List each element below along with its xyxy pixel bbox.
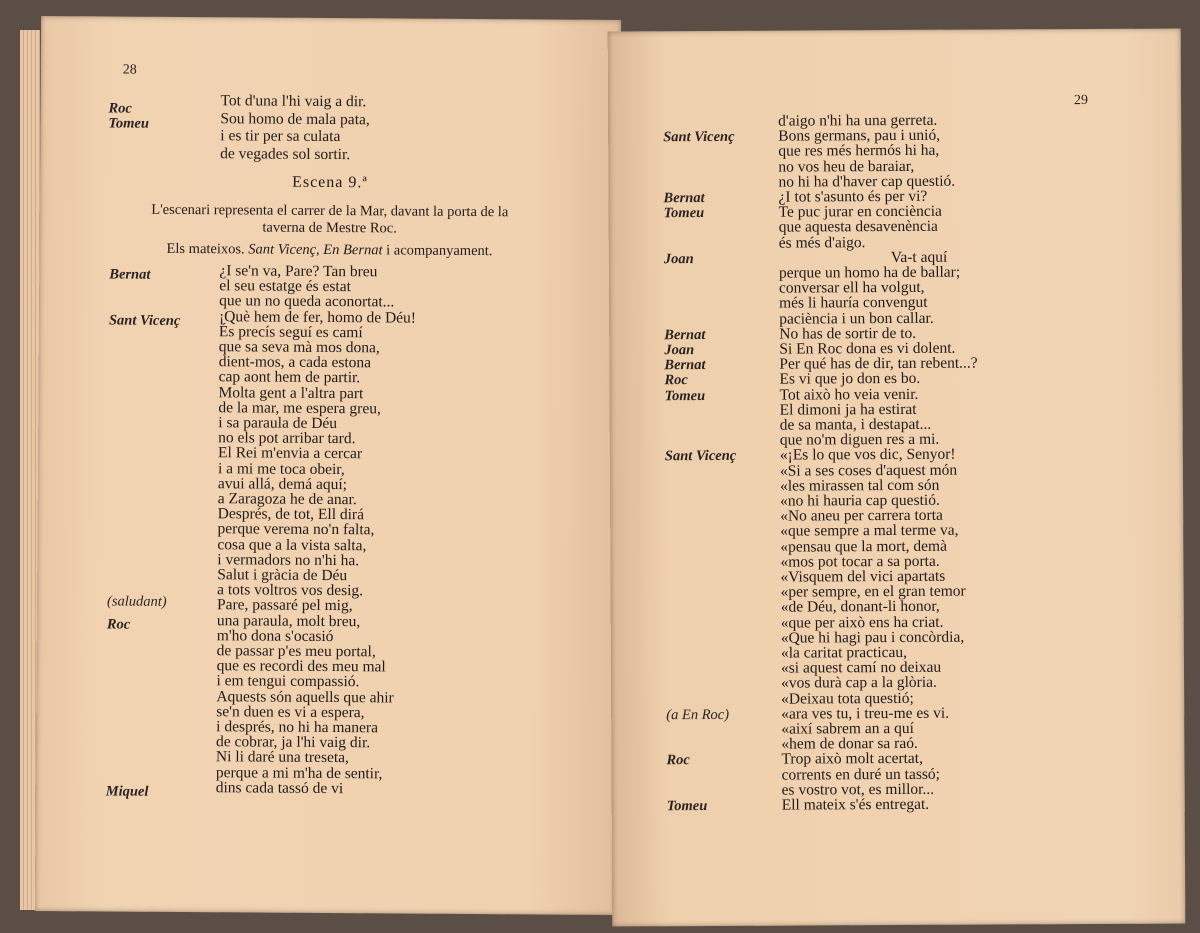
verse-line: cap aont hem de partir. <box>218 368 361 387</box>
verse-line: Tot això ho veia venir. <box>779 385 919 404</box>
verse-line: de vegades sol sortir. <box>220 144 351 163</box>
verse-line: Bons germans, pau i unió, <box>778 126 941 145</box>
verse-line: «Deixau tota questió; <box>781 689 914 708</box>
verse-line: «no hi hauria cap questió. <box>780 491 940 510</box>
verse-line: «si aquest camí no deixau <box>780 658 942 677</box>
verse-line: Ni li daré una treseta, <box>215 748 350 767</box>
verse-line: Tot d'una l'hi vaig a dir. <box>220 92 367 111</box>
speaker-name: Sant Vicenç <box>664 448 737 465</box>
verse-line: i després, no hi ha manera <box>216 718 379 737</box>
speaker-name: Roc <box>108 100 132 117</box>
verse-line: Salut i gràcia de Déu <box>217 566 348 585</box>
verse-line: i a mi me toca obeir, <box>217 459 345 478</box>
stage-direction-line-2: taverna de Mestre Roc. <box>262 219 397 237</box>
speaker-name: Tomeu <box>663 205 705 222</box>
stage-direction-line-1: L'escenari representa el carrer de la Mar, davant la porta de la <box>151 201 509 221</box>
verse-line: de cobrar, ja l'hi vaig dir. <box>216 733 371 752</box>
page-number-right: 29 <box>1073 92 1089 109</box>
verse-line: conversar ell ha volgut, <box>778 279 925 297</box>
cast-prefix: Els mateixos. <box>166 240 245 258</box>
verse-line: Ell mateix s'és entregat. <box>781 795 930 814</box>
page-number-left: 28 <box>122 62 137 78</box>
verse-line: «Que hi hagi pau i concòrdia, <box>780 628 965 647</box>
verse-line: perque verema no'n falta, <box>217 520 375 539</box>
verse-line: «les mirassen tal com són <box>779 476 940 495</box>
speaker-name: Bernat <box>663 190 705 207</box>
verse-line: Trop això molt acertat, <box>781 750 924 768</box>
cast-italic: Sant Vicenç, En Bernat <box>248 241 383 259</box>
verse-line: «Si a ses coses d'aquest món <box>779 461 958 480</box>
verse-line: Després, de tot, Ell dirá <box>217 505 365 524</box>
verse-line: «mos pot tocar a sa porta. <box>780 552 940 571</box>
verse-line: «pensau que la mort, demà <box>780 537 947 556</box>
verse-line: «per sempre, en el gran temor <box>780 582 966 601</box>
verse-line: «que sempre a mal terme va, <box>780 522 959 540</box>
verse-line: i em tengui compassió. <box>216 672 360 691</box>
verse-line: més li hauría convengut <box>779 294 928 313</box>
verse-line: Va-t aquí <box>890 248 948 266</box>
verse-line: dins cada tassó de vi <box>215 779 344 797</box>
verse-line: Pare, passaré pel mig, <box>216 596 353 615</box>
verse-line: «Visquem del vici apartats <box>780 567 946 586</box>
verse-line: avui allá, demá aquí; <box>217 475 348 493</box>
speaker-name: Roc <box>106 616 131 633</box>
verse-line: Per qué has de dir, tan rebent...? <box>779 354 978 373</box>
verse-line: es vostro vot, es millor... <box>781 780 935 799</box>
speaker-name: Sant Vicenç <box>663 129 735 146</box>
verse-line: corrents en duré un tassó; <box>781 765 941 784</box>
verse-line: que res més hermós hi ha, <box>778 142 940 161</box>
verse-line: «de Déu, donant-li honor, <box>780 598 940 616</box>
verse-line: ¿I tot s'asunto és per vi? <box>778 187 928 206</box>
verse-line: no vos heu de baraiar, <box>778 157 915 176</box>
verse-line: Si En Roc dona es vi dolent. <box>779 339 956 358</box>
verse-line: d'aigo n'hi ha una gerreta. <box>778 111 938 130</box>
verse-line: i es tir per sa culata <box>220 127 341 146</box>
verse-line: dient-mos, a cada estona <box>218 353 372 372</box>
verse-line: «No aneu per carrera torta <box>780 506 943 525</box>
left-page <box>35 16 621 915</box>
verse-line: «¡Es lo que vos dic, Senyor! <box>779 446 956 465</box>
stage-direction: (saludant) <box>106 593 167 611</box>
speaker-name: Roc <box>664 372 688 389</box>
verse-line: que aquesta desavenència <box>778 218 938 237</box>
verse-line: que no'm diguen res a mi. <box>779 430 940 449</box>
verse-line: Sou homo de mala pata, <box>220 109 370 128</box>
cast-line <box>39 240 619 260</box>
verse-line: perque un homo ha de ballar; <box>778 263 961 282</box>
verse-line: Te puc jurar en conciència <box>778 202 942 221</box>
verse-line: «així sabrem an a quí <box>781 719 914 738</box>
verse-line: perque a mi m'ha de sentir, <box>215 763 383 782</box>
verse-line: Molta gent a l'altra part <box>218 383 364 402</box>
verse-line: «que per això ens ha criat. <box>780 613 944 632</box>
verse-line: El dimoni ja ha estirat <box>779 400 917 419</box>
right-page <box>608 29 1186 927</box>
verse-line: ¡Què hem de fer, homo de Déu! <box>218 307 417 327</box>
speaker-name: Joan <box>663 250 694 268</box>
verse-line: «hem de donar sa raó. <box>781 735 918 753</box>
scene-title: Escena 9.ª <box>292 173 368 192</box>
verse-line: Aquests són aquells que ahir <box>216 687 394 707</box>
verse-line: «vos durà cap a la glòria. <box>781 674 937 692</box>
verse-line: «ara ves tu, i treu-me es vi. <box>781 704 950 723</box>
verse-line: de la mar, me espera greu, <box>218 399 381 418</box>
stage-direction: (a En Roc) <box>666 706 730 724</box>
verse-line: paciència i un bon callar. <box>779 309 934 328</box>
cast-suffix: i acompanyament. <box>386 242 493 260</box>
verse-line: que sa seva mà mos dona, <box>218 338 380 357</box>
verse-line: i sa paraula de Déu <box>218 414 338 433</box>
verse-line: a tots voltros vos desig. <box>217 581 364 600</box>
speaker-name: Tomeu <box>664 387 706 404</box>
verse-line: m'ho dona s'ocasió <box>216 627 334 645</box>
verse-line: És precís seguí es camí <box>218 323 363 342</box>
verse-line: Es vi que jo don es bo. <box>779 370 921 389</box>
verse-line: no els pot arribar tard. <box>218 429 356 448</box>
verse-line: «la caritat practicau, <box>780 643 908 662</box>
verse-line: de passar p'es meu portal, <box>216 642 376 661</box>
speaker-name: Roc <box>666 752 690 769</box>
verse-line: ¿I se'n va, Pare? Tan breu <box>219 262 378 281</box>
verse-line: cosa que a la vista salta, <box>217 535 367 554</box>
speaker-name: Bernat <box>664 326 706 344</box>
verse-line: no hi ha d'haver cap questió. <box>778 172 956 191</box>
verse-line: és més d'aigo. <box>778 233 866 252</box>
verse-line: el seu estatge és estat <box>219 277 352 296</box>
verse-line: a Zaragoza he de anar. <box>217 490 357 509</box>
speaker-name: Sant Vicenç <box>108 312 181 329</box>
verse-line: El Rei m'envia a cercar <box>218 444 363 463</box>
verse-line: i vermadors no n'hi ha. <box>217 551 360 570</box>
verse-line: que un no queda aconortat... <box>219 292 395 311</box>
verse-line: No has de sortir de to. <box>779 324 917 343</box>
verse-line: una paraula, molt breu, <box>216 611 361 630</box>
speaker-name: Bernat <box>664 357 706 374</box>
speaker-name: Miquel <box>105 783 149 800</box>
speaker-name: Tomeu <box>666 797 708 815</box>
verse-line: de sa manta, i destapat... <box>779 415 932 434</box>
verse-line: que es recordi des meu mal <box>216 657 386 676</box>
speaker-name: Joan <box>664 342 695 359</box>
verse-line: se'n duen es vi a espera, <box>216 703 365 722</box>
speaker-name: Tomeu <box>108 115 149 132</box>
speaker-name: Bernat <box>109 266 151 283</box>
